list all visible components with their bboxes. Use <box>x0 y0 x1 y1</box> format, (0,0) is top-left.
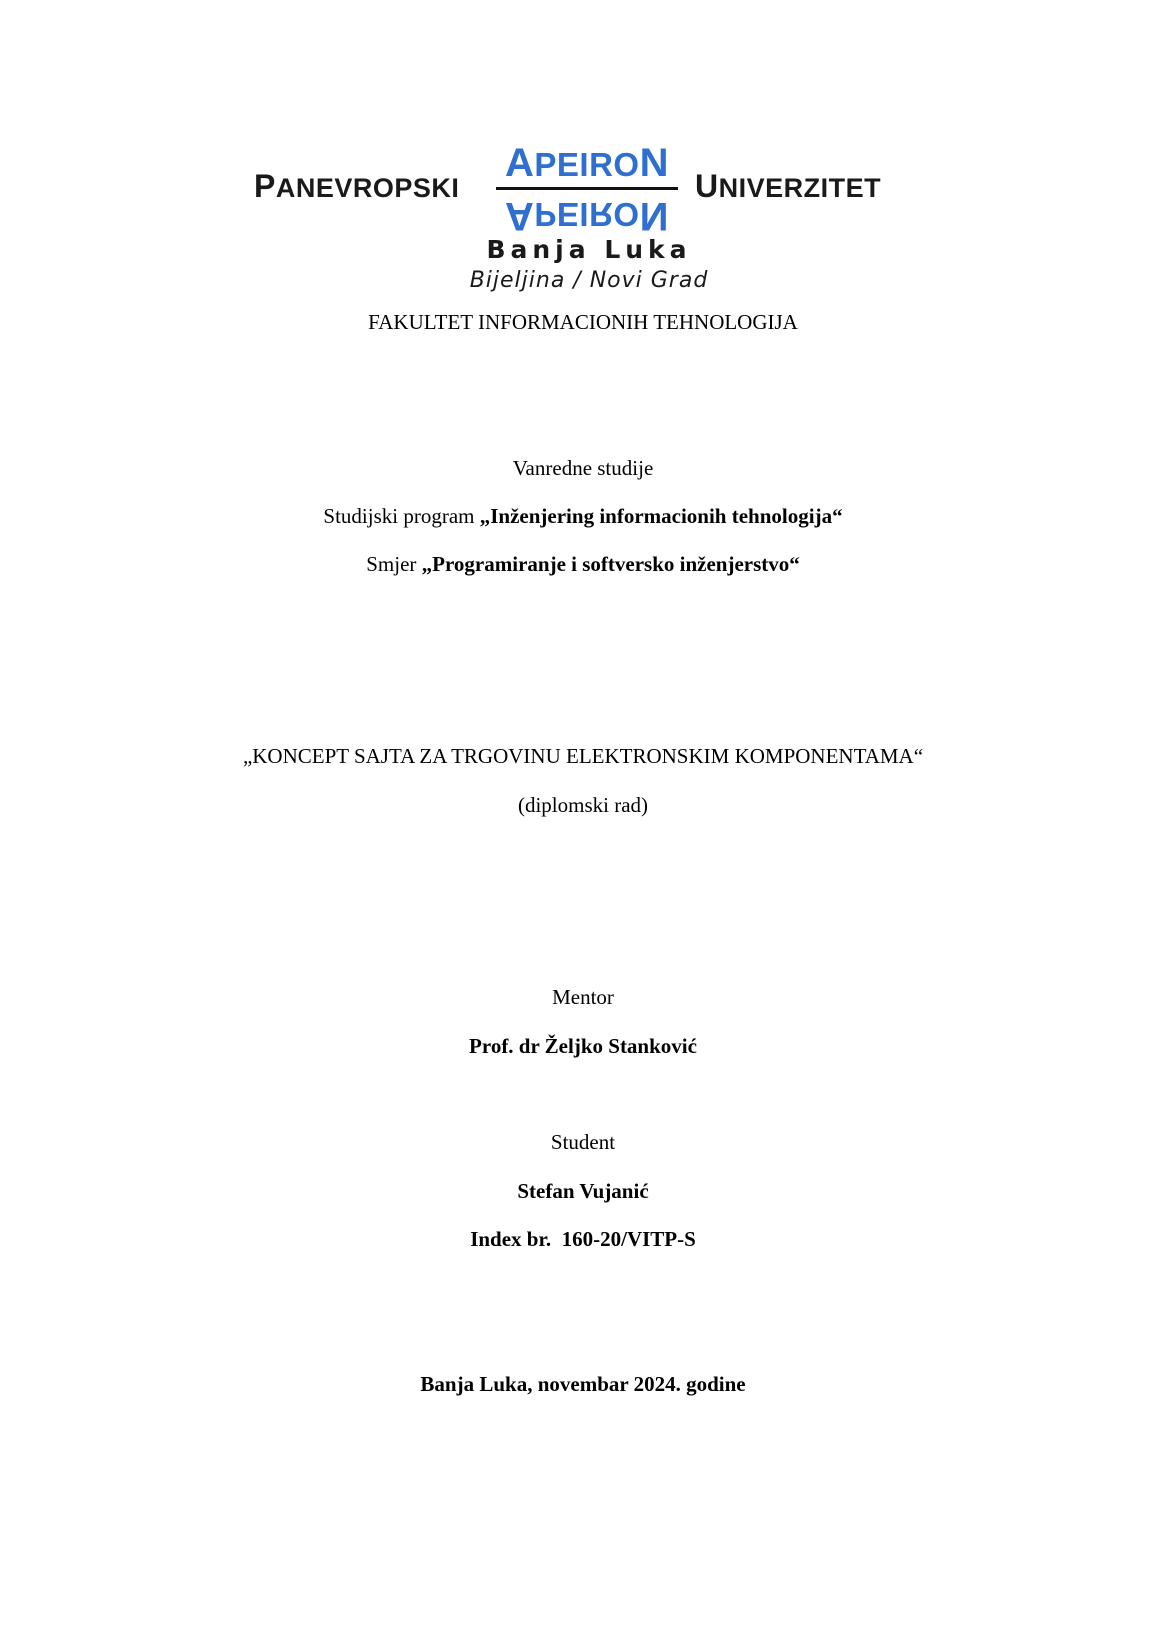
logo-word-panevropski: PANEVROPSKI <box>254 168 460 204</box>
place-date: Banja Luka, novembar 2024. godine <box>420 1372 746 1396</box>
study-direction <box>0 550 1166 578</box>
faculty-name: FAKULTET INFORMACIONIH TEHNOLOGIJA <box>368 310 798 334</box>
logo-branches: Bijeljina / Novi Grad <box>469 268 709 293</box>
study-program <box>0 502 1166 530</box>
logo-word-univerzitet: UNIVERZITET <box>695 168 882 204</box>
thesis-title: „KONCEPT SAJTA ZA TRGOVINU ELEKTRONSKIM KOMPONENTAMA“ <box>242 744 924 768</box>
mentor-name: Prof. dr Željko Stanković <box>469 1034 697 1058</box>
student-label: Student <box>550 1130 616 1154</box>
logo-divider <box>496 187 678 190</box>
logo-word-apeiron: APEIRON <box>505 141 669 185</box>
study-type: Vanredne studije <box>512 456 654 480</box>
mentor-label: Mentor <box>552 985 614 1009</box>
study-program-name: „Inženjering informacionih tehnologija“ <box>479 504 843 528</box>
study-direction-prefix: Smjer <box>366 552 422 576</box>
logo-city: Banja Luka <box>486 235 692 264</box>
logo-word-apeiron-mirrored: APEIRON <box>505 194 669 238</box>
student-name: Stefan Vujanić <box>517 1179 649 1203</box>
thesis-kind: (diplomski rad) <box>517 793 649 817</box>
study-program-prefix: Studijski program <box>323 504 480 528</box>
student-index: Index br. 160-20/VITP-S <box>470 1227 696 1251</box>
study-direction-name: „Programiranje i softversko inženjerstvo“ <box>421 552 800 576</box>
university-logo <box>0 0 1166 300</box>
